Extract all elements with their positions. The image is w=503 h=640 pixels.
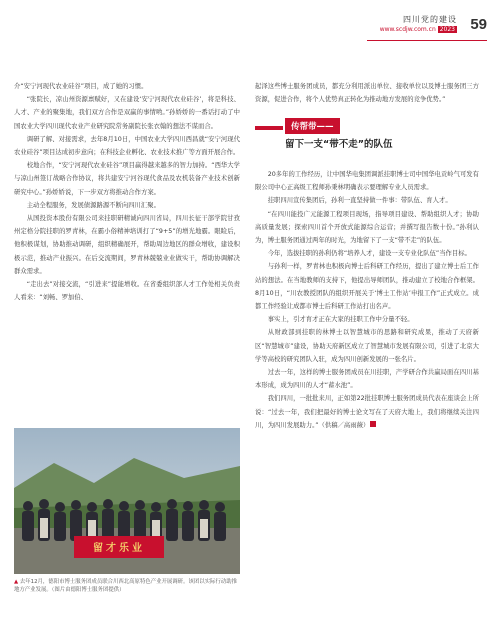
paragraph: 从财政部到挂职的林博士以智慧城市的思路和研究成果，推动了天府新区“智慧城市”建设，协助天府新区成立了智慧城市发展有限公司，引进了北京大学等高校的研究团队入驻，成为四川创新发展的一张名片。 [255,329,479,363]
paragraph: “在四川能投广元能源工程项目现场，指导项目建设、帮助组织人才；协助高质量发展；探索四川首个开放式能源综合运营；并撰写报告数十份。”孙利认为，博士服务团通过两年的时光，为地留下了一支“带不走”的队伍。 [255,210,479,245]
section-heading [255,118,479,162]
paragraph: 与孙利一样，罗青林也积极向博士后科研工作经历，提出了建立博士后工作站的想法。在当地教师的支持下，他提出导师团队，推动建立了校地合作框架。8月10日，“川农教授团队的组织开展关于‘博士工作站’申报工作”正式成立。成都工作经验让成都市博士后科研工作站打出名声。 [255,263,479,311]
end-mark-icon [370,421,376,427]
paragraph: 挂职四川宣传集团后，孙利一直坚持做一件事：带队伍、育人才。 [267,197,452,205]
url-text: www.scdjw.com.cn [379,26,436,33]
photo-banner-text: 留才乐业 [93,543,145,554]
paragraph: 介“安宁河现代农业硅谷”项目，成了她的习惯。 [14,83,148,90]
paragraph: 主动全程服务，发展债源路源不断向四川汇聚。 [26,201,160,209]
magazine-title: 四川党的建设 [403,15,457,24]
paragraph: “张院长，凉山州资源禀赋好，又在建设‘安宁河现代农业硅谷’，将是科技、人才、产业的聚集地，我们双方合作是双赢的事情哟。”孙娇娇的一番话打动了中国农业大学四川现代农业产业研究院常务副院长张衣翰的想法不谋而合。 [14,96,240,130]
magazine-url [380,26,457,33]
right-text-column [255,168,479,432]
page-header [287,12,487,50]
paragraph: 20多年的工作经历，让中国华电集团调派挂职博士司中国华电贡岭气可发有限公司中心正高级工程师孙秉林明确表示要理解专业人员需求。 [255,171,479,192]
caption-text: 去年12月，德阳市博士服务团成员联合川西北高原特色产业开展调研。该团以实际行动助推地方产业发展。（图片由德阳博士服务团提供） [14,579,237,593]
page-number: 59 [470,16,487,33]
paragraph: 事实上，引才育才正在大家的挂职工作中分量不轻。 [267,316,414,324]
paragraph: 从国投资本股份有限公司来挂职研精诚向四川省局，四川长征干部学院甘孜州定格分院挂职的罗青林，在霸小俗精神培训打了“9+5”的增光地霸。眼睑后，他积极谋划，协助推动调研，组织精确展开，帮助周边地区的群众增收，建设积极示范，推动产业振兴。在后交流期间，罗青林兢兢业业做实干，帮助协调解决群众需求。 [14,215,240,275]
right-intro-text [255,80,479,106]
paragraph: 过去一年，这样的博士服务团成员在川挂职，产学研合作共赢局面在四川基本形成，成为四川的人才“蓄水池”。 [255,369,479,390]
left-text-column [14,80,240,304]
photo-caption [14,578,240,594]
paragraph: 校地合作，“安宁河现代农业硅谷”项目赢得越来越多的智力加持。“西华大学与凉山州签订战略合作协议，将共建安宁河谷现代食品及农机装备产业技术创新研究中心。”孙娇娇说，下一步双方将推动合作方案。 [14,162,240,196]
year-badge: 2023 [439,26,455,33]
paragraph: “走出去”对接交流，“引进来”提能增收。在省委组织部人才工作处相关负责人看来：“刘畅、罗加伯、 [14,281,240,302]
group-photo [14,428,240,574]
header-rule [367,40,487,41]
section-accent-bar [255,126,283,130]
caption-triangle-icon: ▲ [14,579,19,585]
paragraph: 今年，选拔挂职的孙利仍将“培养人才，建设一支专业化队伍”当作目标。 [267,250,471,258]
paragraph: 调研了解、对接需求，去年8月10日，中国农业大学四川西昌就“安宁河现代农业硅谷”项目达成初步意向；在科技企业孵化、农业技术推广等方面开展合作。 [14,135,240,157]
paragraph: 我们四川，一批批来川，正如第22批挂职博士服务团成员代表在座谈会上所说：“过去一年，我们把最好的博士论文写在了天府大地上，我们将继续关注四川，为四川发展助力。”（供稿／高雨薇） [255,395,479,429]
paragraph: 起泽这些博士服务团成员，都充分利用派出单位、接收单位以及博士服务团三方资源，促进合作，将个人优势真正转化为推动地方发展的竞争优势。” [255,83,479,104]
section-label: 传帮带—— [285,118,340,134]
section-title: 留下一支“带不走”的队伍 [285,139,393,150]
